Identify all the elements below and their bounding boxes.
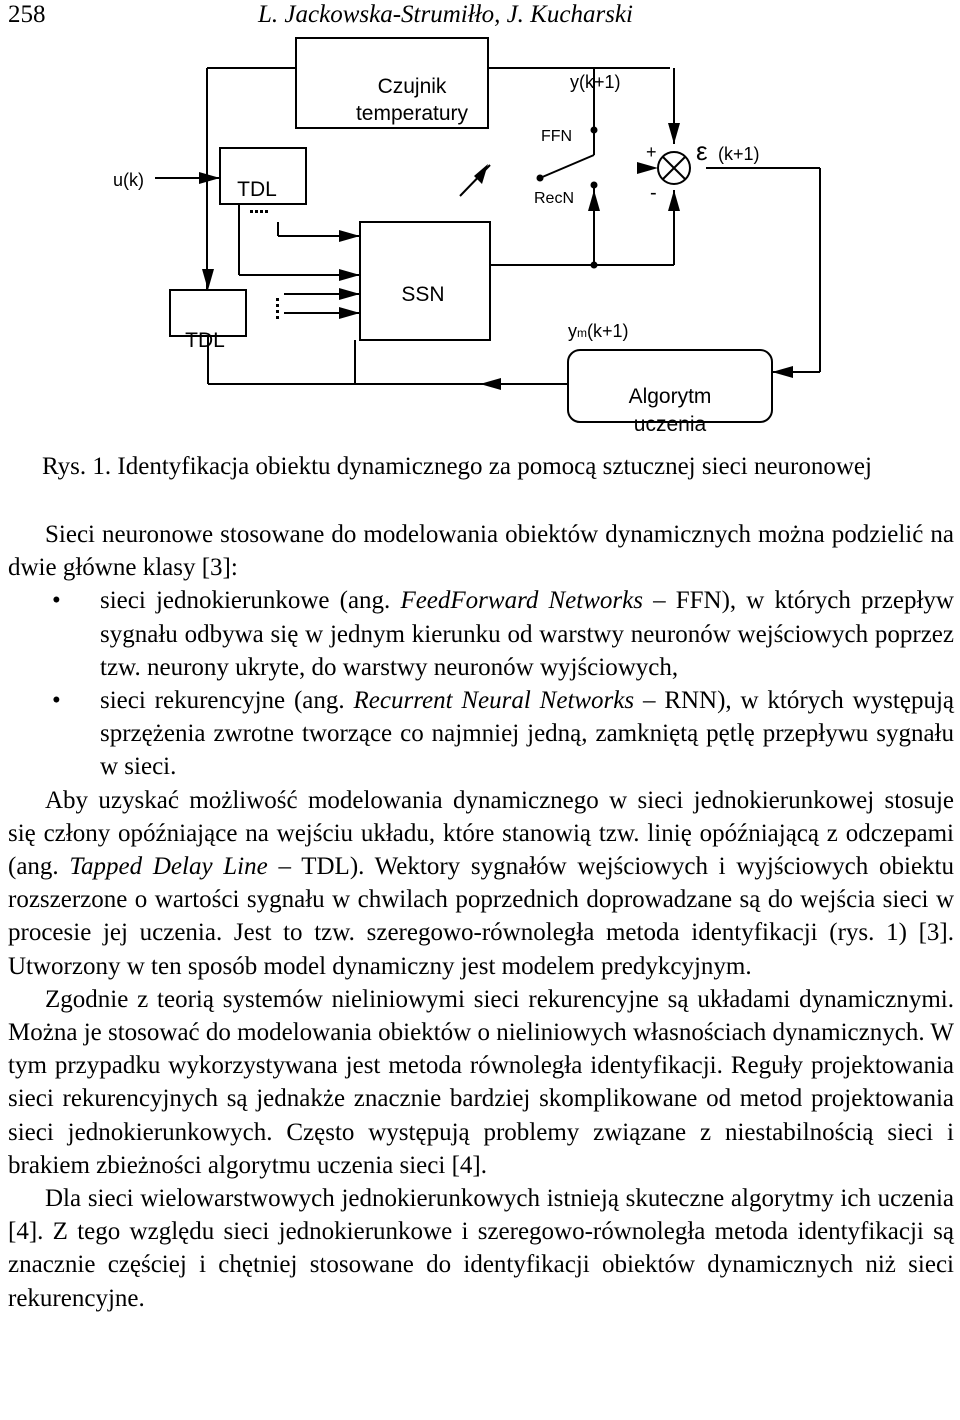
paragraph-feedforward: Dla sieci wielowarstwowych jednokierunkowych istnieją skuteczne algorytmy ich uczenia [4]. Z tego względu sieci jednokierunkowe i szeregowo-równoległa metoda identyfikacji są znacznie częściej i chętniej stosowane do identyfikacji obiektów dynamicznych niż sieci rekurencyjne. xyxy=(8,1185,954,1312)
tdl-top-label: TDL xyxy=(237,178,277,201)
sensor-label-line2: temperatury xyxy=(355,102,469,125)
output-signal-label: y(k+1) xyxy=(570,72,621,92)
error-argument: (k+1) xyxy=(718,144,760,164)
bullet-icon: • xyxy=(52,687,61,715)
algorithm-label-line1: Algorytm xyxy=(628,385,712,408)
ssn-block xyxy=(360,222,490,340)
body-text xyxy=(8,518,954,1315)
sensor-label-line1: Czujnik xyxy=(377,75,447,98)
minus-sign: - xyxy=(650,182,657,204)
list-item: • sieci jednokierunkowe (ang. FeedForward Networks – FFN), w których przepływ sygnału odbywa się w jednym kierunku od warstwy neuronów wejściowych poprzez tzw. neurony ukryte, do warstwy neuronów wyjściowych, xyxy=(8,584,954,684)
switch-ffn-label: FFN xyxy=(541,128,573,145)
page-number: 258 xyxy=(8,1,46,28)
bullet-icon: • xyxy=(52,587,61,615)
ssn-label: SSN xyxy=(401,283,445,306)
paragraph-recurrent: Zgodnie z teorią systemów nieliniowymi sieci rekurencyjne są układami dynamicznymi. Można je stosować do modelowania obiektów o nieliniowych własnościach dynamicznych. W tym przypadku wykorzystywana jest metoda równoległa identyfikacji. Reguły projektowania sieci rekurencyjnych są jednakże znacznie bardziej skomplikowane od metod projektowania sieci jednokierunkowych. Często występują problemy związane z niestabilnością sieci i brakiem zbieżności algorytmu uczenia sieci [4]. xyxy=(8,985,954,1179)
list-item: • sieci rekurencyjne (ang. Recurrent Neural Networks – RNN), w których występują sprzężenia zwrotne tworzące co najmniej jedną, zamkniętą pętlę przepływu sygnału w sieci. xyxy=(8,684,954,784)
input-signal-label: u(k) xyxy=(113,170,144,190)
algorithm-label-line2: uczenia xyxy=(633,413,707,436)
network-classes-list xyxy=(8,584,954,783)
plus-sign: + xyxy=(646,142,657,162)
diagram-blocks xyxy=(170,38,772,422)
switch-recn-label: RecN xyxy=(534,190,575,207)
model-output-label: ym(k+1) xyxy=(568,321,629,341)
paragraph-tdl: Aby uzyskać możliwość modelowania dynamicznego w sieci jednokierunkowej stosuje się człony opóźniające na wejściu układu, które stanowią tzw. linię opóźniającą z odczepami (ang. Tapped Delay Line – TDL). Wektory sygnałów wejściowych i wyjściowych obiektu rozszerzone o wartości sygnału w chwilach poprzednich doprowadzane są do wejścia sieci w procesie jej uczenia. Jest to tzw. szeregowo-równoległa metoda identyfikacji (rys. 1) [3]. Utworzony w ten sposób model dynamiczny jest modelem predykcyjnym. xyxy=(8,786,954,980)
tdl-bottom-label: TDL xyxy=(185,329,225,352)
intro-paragraph: Sieci neuronowe stosowane do modelowania obiektów dynamicznych można podzielić na dwie główne klasy [3]: xyxy=(8,521,954,582)
tdl-taps xyxy=(250,210,279,319)
error-symbol: ε xyxy=(696,136,708,166)
block-diagram xyxy=(0,30,960,440)
figure-caption: Rys. 1. Identyfikacja obiektu dynamicznego za pomocą sztucznej sieci neuronowej xyxy=(42,453,872,480)
running-head: L. Jackowska-Strumiłło, J. Kucharski xyxy=(258,1,633,28)
